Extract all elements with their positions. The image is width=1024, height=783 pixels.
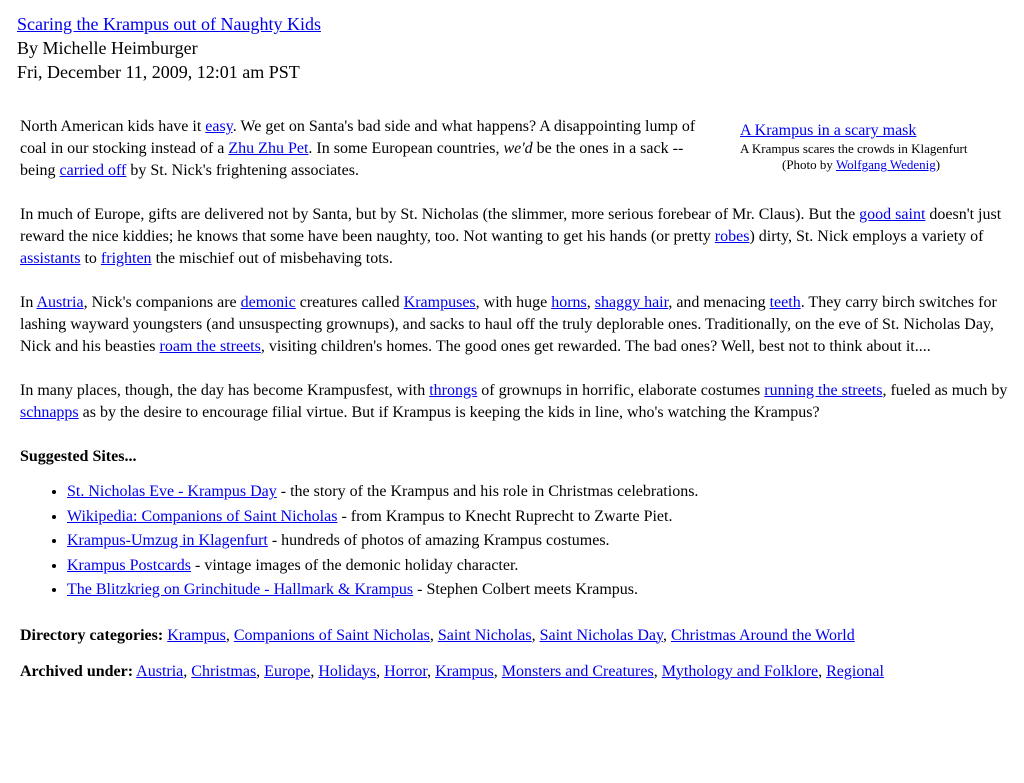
photo-credit-suffix: )	[935, 157, 941, 172]
link-throngs[interactable]: throngs	[429, 382, 478, 399]
separator: ,	[225, 626, 234, 644]
suggested-site-link[interactable]: Wikipedia: Companions of Saint Nicholas	[67, 507, 338, 525]
emphasis-wed: we'd	[503, 140, 533, 157]
category-link[interactable]: Saint Nicholas	[437, 626, 532, 644]
link-carried-off[interactable]: carried off	[59, 162, 127, 179]
photographer-link[interactable]: Wolfgang Wedenig	[835, 157, 936, 172]
paragraph-2	[20, 204, 1010, 270]
photo-title-link[interactable]: A Krampus in a scary mask	[740, 122, 917, 139]
link-schnapps[interactable]: schnapps	[20, 404, 79, 421]
link-roam-the-streets[interactable]: roam the streets	[159, 338, 261, 355]
separator: ,	[427, 662, 436, 680]
link-robes[interactable]: robes	[714, 228, 750, 245]
separator: ,	[653, 662, 662, 680]
text: , Nick's companions are	[83, 294, 241, 311]
archived-under	[20, 661, 1010, 683]
text: as by the desire to encourage filial virtue. But if Krampus is keeping the kids in line, who's watching the Krampus?	[78, 404, 820, 421]
list-item	[67, 554, 1010, 579]
link-shaggy-hair[interactable]: shaggy hair	[594, 294, 669, 311]
byline: By Michelle Heimburger	[17, 38, 198, 58]
list-item	[67, 505, 1010, 530]
separator: ,	[256, 662, 265, 680]
suggested-site-link[interactable]: The Blitzkrieg on Grinchitude - Hallmark & Krampus	[67, 581, 414, 598]
list-item	[67, 529, 1010, 554]
suggested-site-desc: - from Krampus to Knecht Ruprecht to Zwarte Piet.	[337, 507, 673, 525]
text: In much of Europe, gifts are delivered not by Santa, but by St. Nicholas (the slimmer, more serious forebear of Mr. Claus). But the	[20, 206, 860, 223]
text: In many places, though, the day has become Krampusfest, with	[20, 382, 430, 399]
text: ) dirty, St. Nick employs a variety of	[749, 228, 984, 245]
archive-link[interactable]: Austria	[136, 662, 184, 680]
article-header	[17, 12, 321, 84]
text: ,	[586, 294, 595, 311]
text: the mischief out of misbehaving tots.	[151, 250, 393, 267]
category-link[interactable]: Companions of Saint Nicholas	[233, 626, 430, 644]
paragraph-4	[20, 380, 1010, 424]
archive-link[interactable]: Krampus	[435, 662, 494, 680]
text: . In some European countries,	[308, 140, 504, 157]
photo-caption-text: A Krampus scares the crowds in Klagenfurt	[740, 141, 968, 156]
link-demonic[interactable]: demonic	[240, 294, 296, 311]
suggested-site-link[interactable]: St. Nicholas Eve - Krampus Day	[67, 483, 277, 500]
archive-link[interactable]: Horror	[384, 662, 428, 680]
text: , and menacing	[668, 294, 770, 311]
archive-link[interactable]: Holidays	[318, 662, 377, 680]
suggested-sites-list	[20, 480, 1010, 603]
category-link[interactable]: Saint Nicholas Day	[539, 626, 663, 644]
separator: ,	[493, 662, 502, 680]
directory-categories	[20, 625, 1010, 647]
separator: ,	[818, 662, 827, 680]
suggested-site-desc: - the story of the Krampus and his role in Christmas celebrations.	[276, 483, 699, 500]
text: of grownups in horrific, elaborate costumes	[477, 382, 765, 399]
text: . We get on Santa's bad side and what happens? A disappointing lump of coal in our stocking instead of a	[20, 118, 696, 157]
archive-link[interactable]: Regional	[826, 662, 884, 680]
directory-categories-label: Directory categories:	[20, 626, 164, 644]
text: North American kids have it	[20, 118, 206, 135]
link-krampuses[interactable]: Krampuses	[403, 294, 476, 311]
text: to	[80, 250, 101, 267]
link-easy[interactable]: easy	[205, 118, 233, 135]
category-link[interactable]: Krampus	[167, 626, 226, 644]
separator: ,	[662, 626, 671, 644]
text: In	[20, 294, 37, 311]
publish-date: Fri, December 11, 2009, 12:01 am PST	[17, 62, 300, 82]
separator: ,	[531, 626, 540, 644]
suggested-site-link[interactable]: Krampus-Umzug in Klagenfurt	[67, 532, 268, 549]
paragraph-1	[20, 116, 720, 182]
text: , visiting children's homes. The good ones get rewarded. The bad ones? Well, best not to think about it....	[260, 338, 931, 355]
suggested-site-desc: - vintage images of the demonic holiday character.	[190, 556, 519, 574]
suggested-site-desc: - hundreds of photos of amazing Krampus costumes.	[267, 532, 610, 549]
category-link[interactable]: Christmas Around the World	[670, 626, 855, 644]
text: , fueled as much by	[882, 382, 1008, 399]
photo-credit-prefix: (Photo by	[782, 157, 836, 172]
text: , with huge	[475, 294, 552, 311]
article-body	[20, 116, 1010, 697]
archived-under-label: Archived under:	[20, 662, 134, 680]
suggested-site-desc: - Stephen Colbert meets Krampus.	[413, 581, 638, 598]
text: doesn't just reward the nice kiddies; he knows that some have been naughty, too. Not wanting to get his hands (or pretty	[20, 206, 1002, 245]
suggested-sites-heading: Suggested Sites...	[20, 448, 137, 465]
link-good-saint[interactable]: good saint	[859, 206, 926, 223]
link-zhu-zhu-pet[interactable]: Zhu Zhu Pet	[228, 140, 309, 157]
link-teeth[interactable]: teeth	[769, 294, 801, 311]
archive-link[interactable]: Monsters and Creatures	[501, 662, 654, 680]
article-title-link[interactable]: Scaring the Krampus out of Naughty Kids	[17, 14, 321, 34]
list-item	[67, 578, 1010, 603]
separator: ,	[429, 626, 438, 644]
separator: ,	[183, 662, 192, 680]
link-horns[interactable]: horns	[551, 294, 587, 311]
link-assistants[interactable]: assistants	[20, 250, 81, 267]
separator: ,	[376, 662, 385, 680]
link-austria[interactable]: Austria	[36, 294, 84, 311]
archive-link[interactable]: Christmas	[191, 662, 257, 680]
separator: ,	[310, 662, 319, 680]
text: creatures called	[295, 294, 404, 311]
text: be the ones in a sack -- being	[20, 140, 684, 179]
link-running-the-streets[interactable]: running the streets	[764, 382, 883, 399]
link-frighten[interactable]: frighten	[100, 250, 152, 267]
list-item	[67, 480, 1010, 505]
paragraph-3	[20, 292, 1010, 358]
text: . They carry birch switches for lashing wayward youngsters (and unsuspecting grownups), and sacks to haul off the truly deplorable ones. Traditionally, on the eve of St. Nicholas Day, Nick and his beasties	[20, 294, 997, 355]
suggested-site-link[interactable]: Krampus Postcards	[67, 556, 191, 574]
archive-link[interactable]: Mythology and Folklore	[661, 662, 819, 680]
text: by St. Nick's frightening associates.	[126, 162, 359, 179]
archive-link[interactable]: Europe	[264, 662, 311, 680]
